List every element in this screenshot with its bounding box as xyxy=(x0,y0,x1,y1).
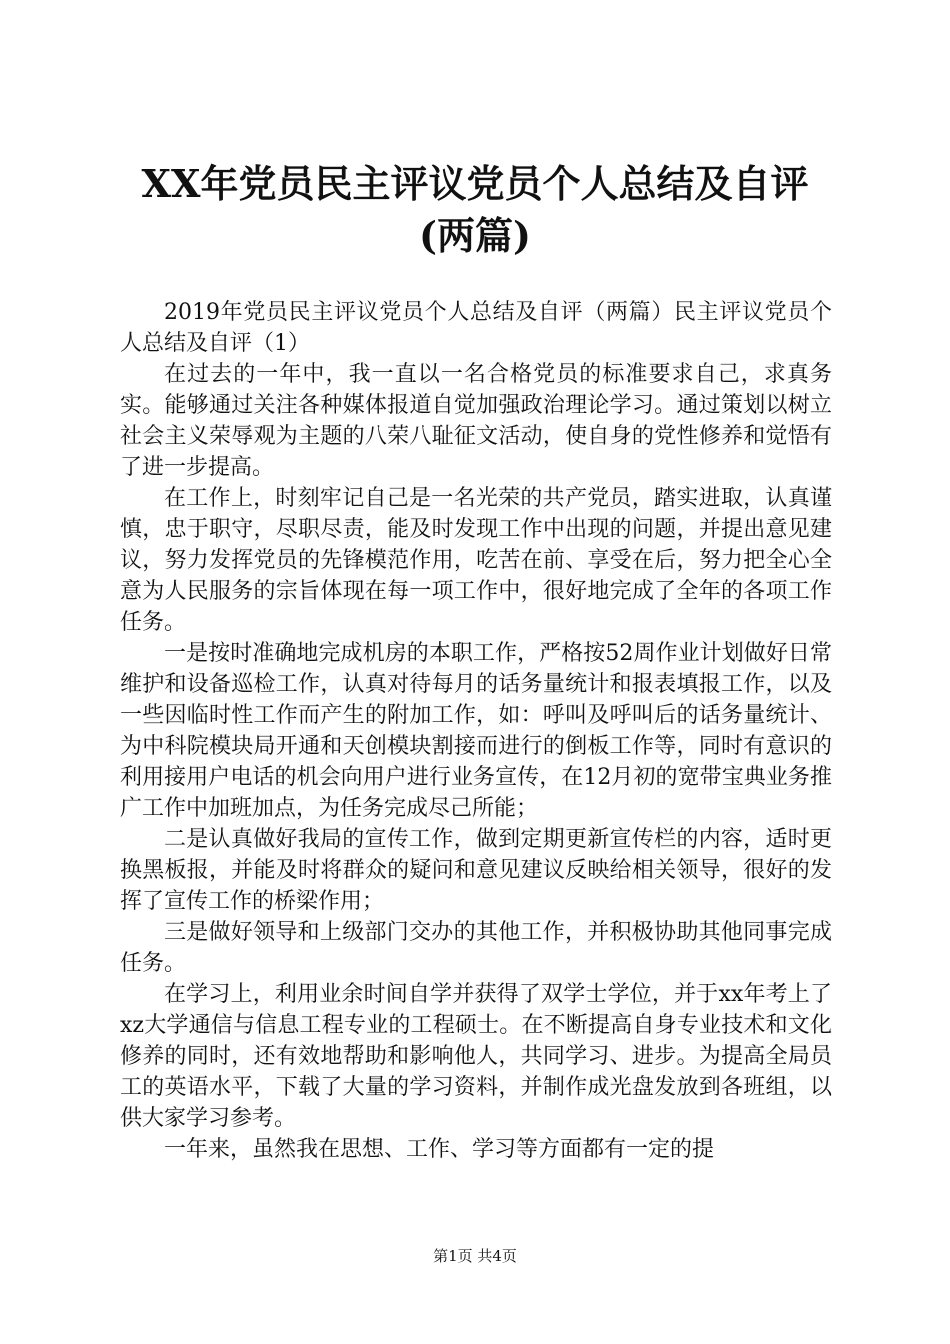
paragraph: 一年来，虽然我在思想、工作、学习等方面都有一定的提 xyxy=(164,1137,715,1162)
document-title: XX年党员民主评议党员个人总结及自评(两篇) xyxy=(141,161,809,258)
paragraph: 在学习上，利用业余时间自学并获得了双学士学位，并于xx年考上了xz大学通信与信息工程专业的工程硕士。在不断提高自身专业技术和文化修养的同时，还有效地帮助和影响他人，共同学习、进步。为提高全局员工的英语水平，下载了大量的学习资料，并制作成光盘发放到各班组，以供大家学习参考。 xyxy=(120,982,832,1131)
paragraph: 三是做好领导和上级部门交办的其他工作，并积极协助其他同事完成任务。 xyxy=(120,920,832,976)
paragraph: 一是按时准确地完成机房的本职工作，严格按52周作业计划做好日常维护和设备巡检工作，认真对待每月的话务量统计和报表填报工作，以及一些因临时性工作而产生的附加工作，如：呼叫及呼叫后的话务量统计、为中科院模块局开通和天创模块割接而进行的倒板工作等，同时有意识的利用接用户电话的机会向用户进行业务宣传，在12月初的宽带宝典业务推广工作中加班加点，为任务完成尽己所能； xyxy=(120,641,832,821)
paragraph: 二是认真做好我局的宣传工作，做到定期更新宣传栏的内容，适时更换黑板报，并能及时将群众的疑问和意见建议反映给相关领导，很好的发挥了宣传工作的桥梁作用； xyxy=(120,827,832,914)
document-body xyxy=(120,297,832,1165)
paragraph: 在过去的一年中，我一直以一名合格党员的标准要求自己，求真务实。能够通过关注各种媒体报道自觉加强政治理论学习。通过策划以树立社会主义荣辱观为主题的八荣八耻征文活动，使自身的党性修养和觉悟有了进一步提高。 xyxy=(120,362,832,480)
paragraph: 2019年党员民主评议党员个人总结及自评（两篇）民主评议党员个人总结及自评（1） xyxy=(120,300,832,356)
page-footer: 第1页 共4页 xyxy=(433,1247,517,1265)
paragraph: 在工作上，时刻牢记自己是一名光荣的共产党员，踏实进取，认真谨慎，忠于职守，尽职尽责，能及时发现工作中出现的问题，并提出意见建议，努力发挥党员的先锋模范作用，吃苦在前、享受在后，努力把全心全意为人民服务的宗旨体现在每一项工作中，很好地完成了全年的各项工作任务。 xyxy=(120,486,832,635)
